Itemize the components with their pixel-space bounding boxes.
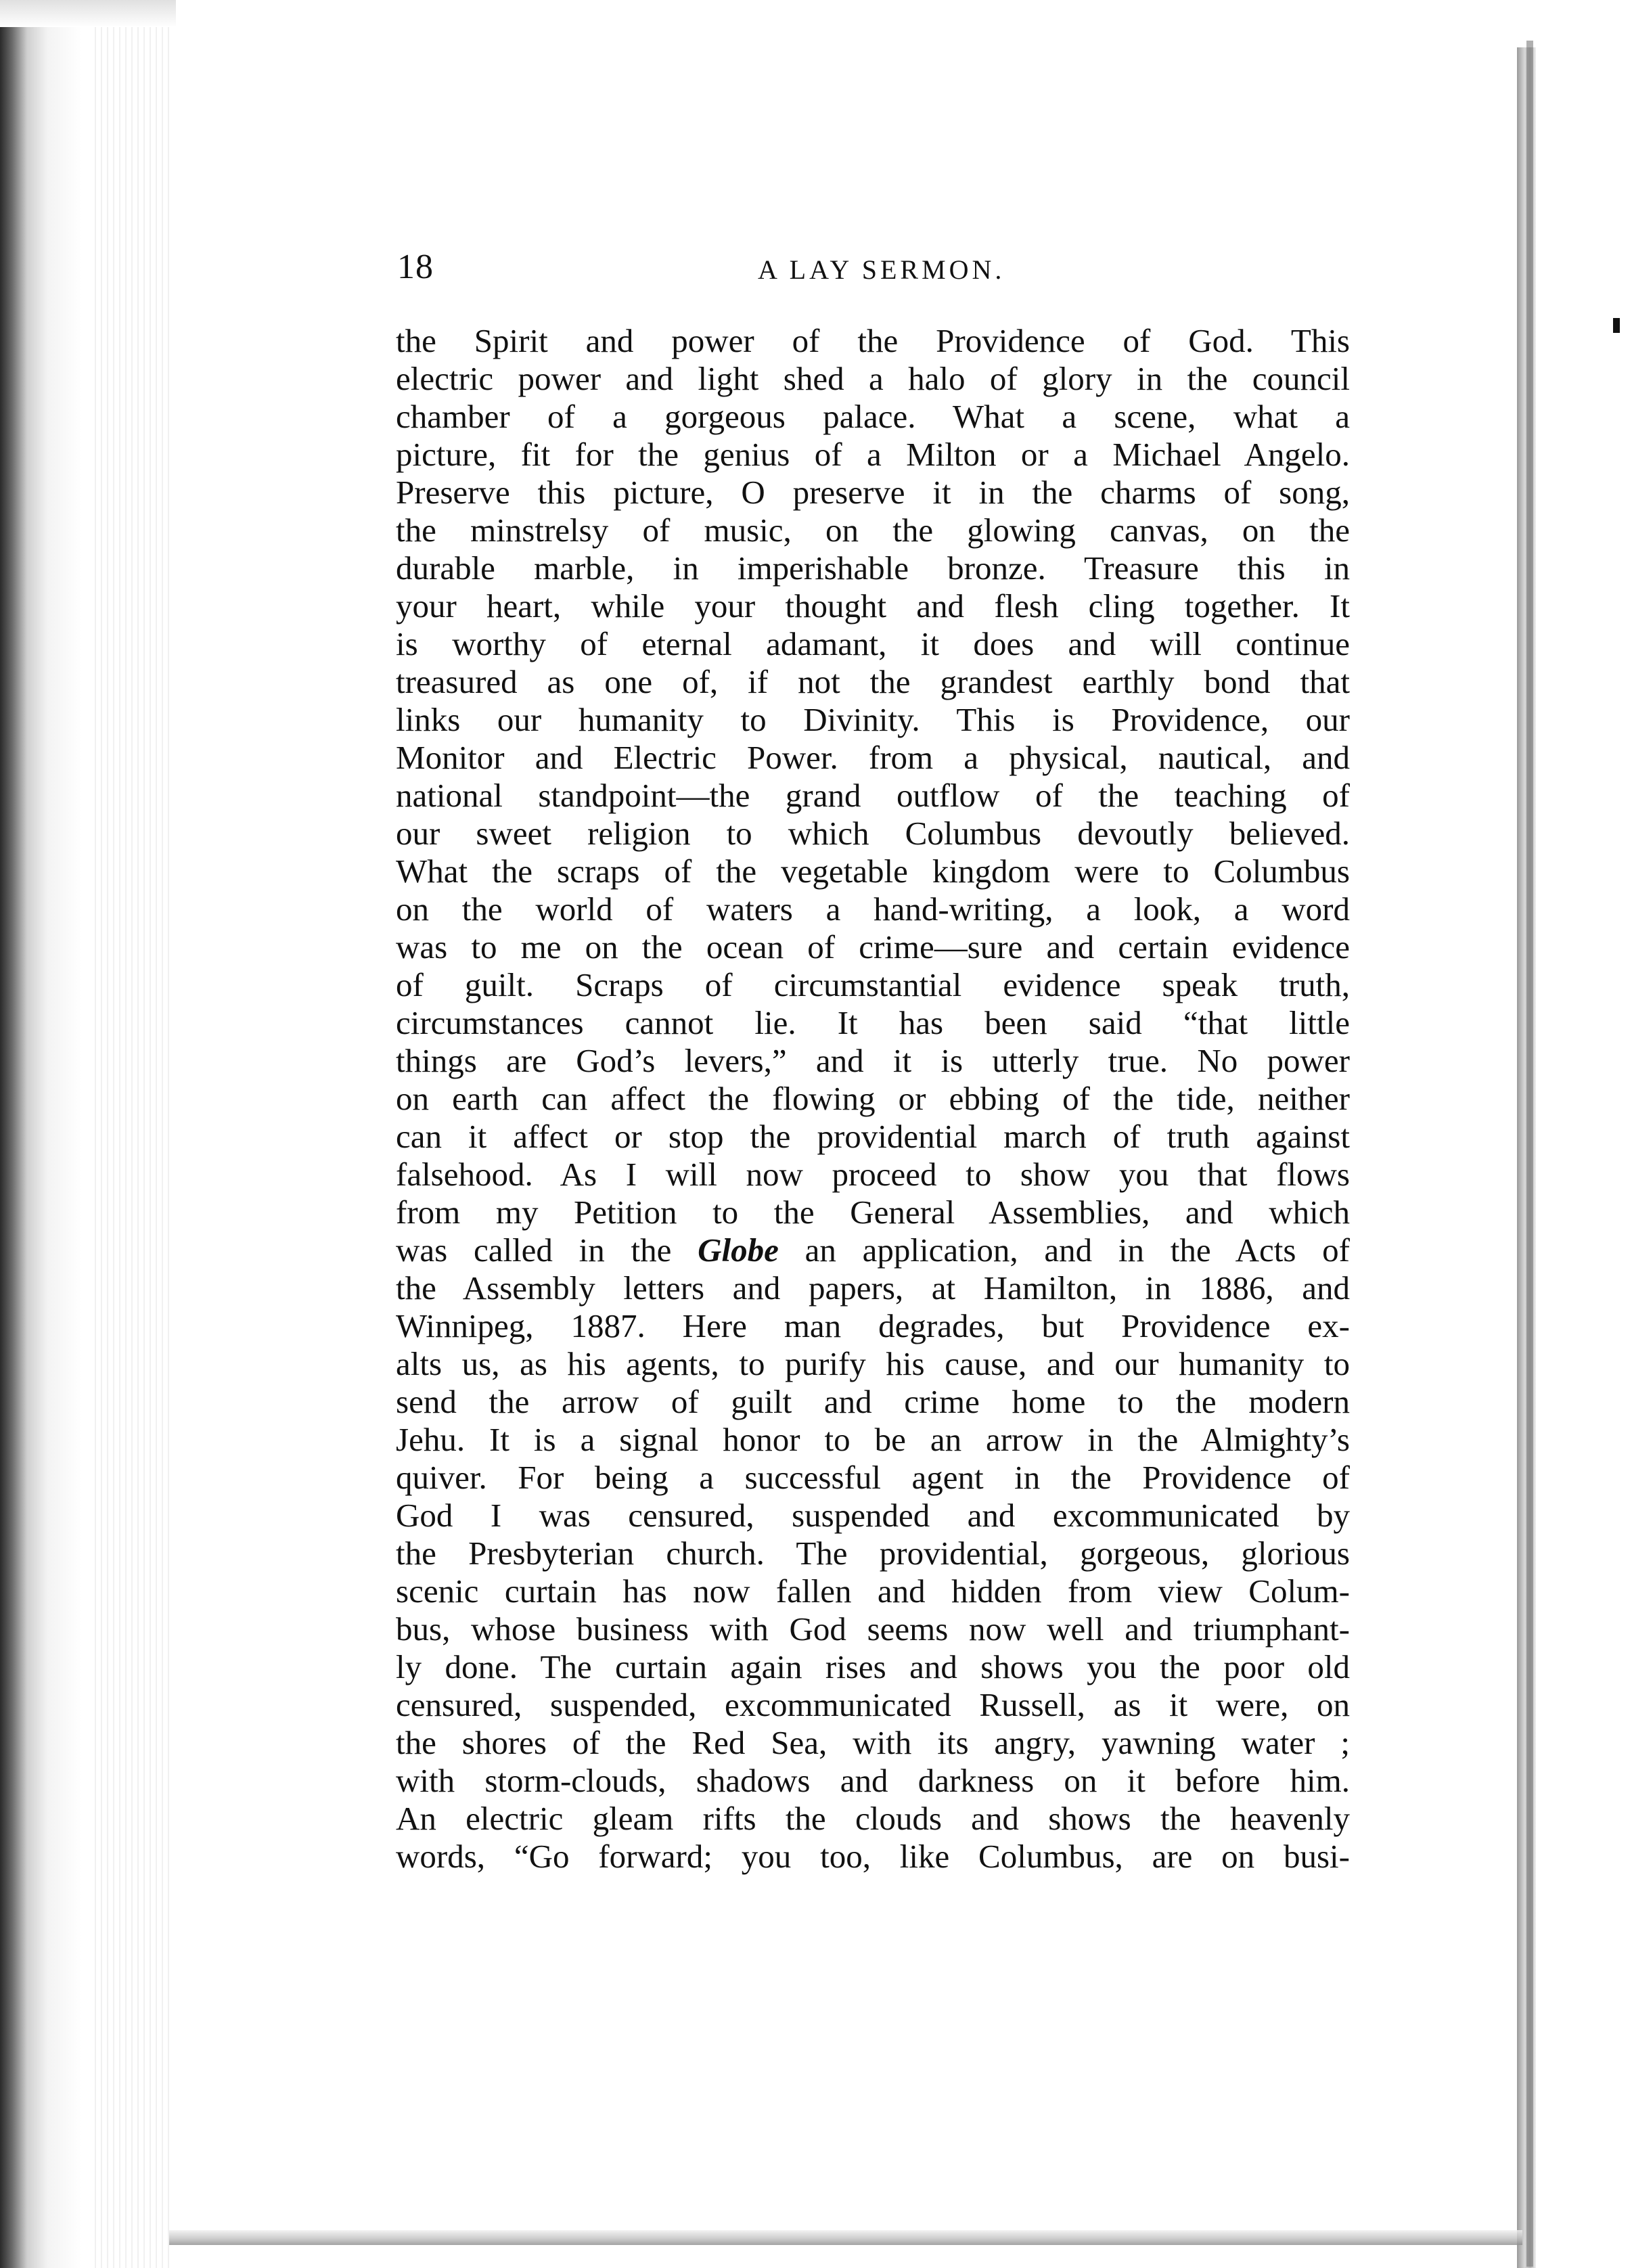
- text-line: national standpoint—the grand outflow of the teaching of: [396, 777, 1350, 814]
- page-number: 18: [397, 248, 434, 286]
- text-line: Preserve this picture, O preserve it in the charms of song,: [396, 474, 1350, 511]
- text-line: Winnipeg, 1887. Here man degrades, but Providence ex-: [396, 1307, 1350, 1344]
- text-line: on earth can affect the flowing or ebbing of the tide, neither: [396, 1080, 1350, 1117]
- text-line: links our humanity to Divinity. This is Providence, our: [396, 701, 1350, 738]
- scan-right-edge-shadow: [1526, 41, 1533, 2267]
- text-line: on the world of waters a hand-writing, a look, a word: [396, 890, 1350, 928]
- running-head: A LAY SERMON.: [758, 254, 1005, 285]
- text-line: the Assembly letters and papers, at Hamilton, in 1886, and: [396, 1269, 1350, 1307]
- text-line: was to me on the ocean of crime—sure and certain evidence: [396, 928, 1350, 966]
- text-line: send the arrow of guilt and crime home to the modern: [396, 1383, 1350, 1420]
- text-line: alts us, as his agents, to purify his cause, and our humanity to: [396, 1345, 1350, 1382]
- text-line: An electric gleam rifts the clouds and shows the heavenly: [396, 1800, 1350, 1837]
- text-line: can it affect or stop the providential march of truth against: [396, 1118, 1350, 1155]
- text-line: Monitor and Electric Power. from a physical, nautical, and: [396, 739, 1350, 776]
- text-line: ly done. The curtain again rises and shows you the poor old: [396, 1648, 1350, 1685]
- text-line: treasured as one of, if not the grandest earthly bond that: [396, 663, 1350, 700]
- text-line: bus, whose business with God seems now well and triumphant-: [396, 1610, 1350, 1648]
- text-line: is worthy of eternal adamant, it does and will continue: [396, 625, 1350, 662]
- scan-top-edge: [0, 0, 176, 27]
- text-line: was called in the Globe an application, and in the Acts of: [396, 1231, 1351, 1269]
- text-line: things are God’s levers,” and it is utterly true. No power: [396, 1042, 1350, 1079]
- text-line: censured, suspended, excommunicated Russell, as it were, on: [396, 1686, 1350, 1723]
- text-line: falsehood. As I will now proceed to show you that flows: [396, 1156, 1350, 1193]
- text-line: electric power and light shed a halo of glory in the council: [396, 360, 1350, 397]
- text-line: with storm-clouds, shadows and darkness on it before him.: [396, 1762, 1350, 1799]
- text-line: our sweet religion to which Columbus devoutly believed.: [396, 815, 1350, 852]
- text-line: circumstances cannot lie. It has been said “that little: [396, 1004, 1350, 1041]
- page-header: [389, 247, 1357, 294]
- text-line: of guilt. Scraps of circumstantial evidence speak truth,: [396, 966, 1350, 1003]
- text-line: your heart, while your thought and flesh cling together. It: [396, 587, 1350, 625]
- text-line: God I was censured, suspended and excommunicated by: [396, 1497, 1350, 1534]
- text-line: the shores of the Red Sea, with its angry, yawning water ;: [396, 1724, 1350, 1761]
- scan-edge-mark: [1613, 318, 1620, 333]
- scan-left-edge-lines: [95, 0, 169, 2268]
- text-line: picture, fit for the genius of a Milton or a Michael Angelo.: [396, 436, 1350, 473]
- text-line: chamber of a gorgeous palace. What a scene, what a: [396, 398, 1350, 435]
- text-line: scenic curtain has now fallen and hidden from view Colum-: [396, 1572, 1350, 1610]
- text-line: durable marble, in imperishable bronze. Treasure this in: [396, 549, 1350, 587]
- italic-title: Globe: [698, 1231, 779, 1269]
- scan-bottom-edge: [169, 2230, 1522, 2245]
- text-line: from my Petition to the General Assemblies, and which: [396, 1194, 1350, 1231]
- body-text: [396, 322, 1350, 1876]
- text-line: quiver. For being a successful agent in the Providence of: [396, 1459, 1350, 1496]
- text-line: What the scraps of the vegetable kingdom were to Columbus: [396, 853, 1350, 890]
- text-line: the Spirit and power of the Providence of God. This: [396, 322, 1350, 359]
- text-line: the Presbyterian church. The providential, gorgeous, glorious: [396, 1535, 1350, 1572]
- text-line: words, “Go forward; you too, like Columbus, are on busi-: [396, 1838, 1350, 1875]
- text-line: Jehu. It is a signal honor to be an arrow in the Almighty’s: [396, 1421, 1350, 1458]
- text-line: the minstrelsy of music, on the glowing canvas, on the: [396, 512, 1350, 549]
